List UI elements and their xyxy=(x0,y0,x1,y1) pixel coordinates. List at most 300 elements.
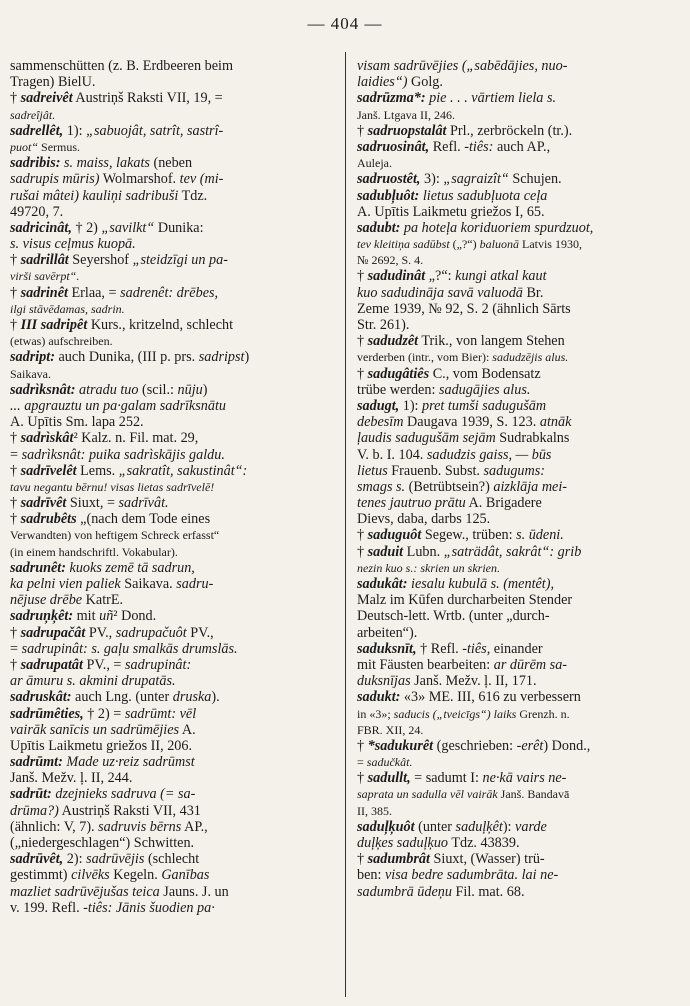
example-text: nūju xyxy=(177,381,203,398)
example-text: duļķes saduļķuo xyxy=(357,835,449,851)
text-segment: Golg. xyxy=(407,74,443,91)
example-text: lietus sadubļuota ceļa xyxy=(419,187,548,204)
text-segment: Grenzh. n. xyxy=(516,706,570,721)
text-line xyxy=(357,58,679,74)
text-segment: Fil. mat. 68. xyxy=(451,883,525,900)
text-line xyxy=(10,835,332,851)
text-segment: Saikava. xyxy=(10,366,51,381)
example-text: smags s. xyxy=(357,478,406,495)
text-segment: Wolmarshof. xyxy=(99,171,180,188)
text-line xyxy=(10,349,332,365)
text-segment: Segew., trüben: xyxy=(421,527,517,544)
text-line xyxy=(357,171,679,187)
text-segment: verderben (intr., vom Bier): xyxy=(357,350,493,365)
text-segment: Janš. Mežv. ļ. II, 244. xyxy=(10,770,133,787)
text-segment: Kegeln. xyxy=(109,867,162,884)
text-segment: † xyxy=(10,511,21,528)
headword: saduksnīt, xyxy=(357,640,417,657)
example-text: pa hoteļa koriduoriem spurdzuot, xyxy=(400,219,594,236)
example-text: -tiês: xyxy=(464,138,494,155)
headword: sadrupačât xyxy=(20,624,86,641)
text-segment: = xyxy=(10,640,22,657)
example-text: aizklāja mei- xyxy=(493,478,568,495)
text-segment: Latvis 1930, xyxy=(518,237,582,252)
headword: sadukt: xyxy=(357,689,401,706)
example-text: sadrenêt: drēbes, xyxy=(120,284,219,301)
text-line xyxy=(10,220,332,236)
example-text: visam sadrūvējies („sabēdājies, nuo- xyxy=(357,58,568,74)
text-line xyxy=(357,770,679,786)
text-segment: † xyxy=(10,624,21,641)
text-segment: Janš. Ltgava II, 246. xyxy=(357,107,455,122)
example-text: sadrīvât. xyxy=(118,495,169,512)
text-line xyxy=(10,155,332,171)
text-segment: Siuxt, = xyxy=(66,495,119,512)
headword: sadrillât xyxy=(20,252,69,269)
text-segment: Upītis Laikmetu griežos II, 206. xyxy=(10,737,193,754)
headword: sadrupatât xyxy=(20,656,83,673)
example-text: sadrupis mūris) xyxy=(10,171,100,188)
text-line xyxy=(357,754,679,770)
example-text: -tiês, xyxy=(462,640,491,657)
text-segment: Str. 261). xyxy=(357,317,410,333)
example-text: lietus xyxy=(357,462,388,479)
text-segment: † xyxy=(357,851,368,868)
text-segment: sammenschütten (z. B. Erdbeeren beim xyxy=(10,58,233,74)
example-text: sadrūvējis xyxy=(86,851,145,868)
column-divider xyxy=(345,52,346,997)
text-segment: ² Dond. xyxy=(113,608,157,625)
text-line xyxy=(357,527,679,543)
headword: sadrunêt: xyxy=(10,559,66,576)
example-text: tavu negantu bērnu! visas lietas sadrīvelē! xyxy=(10,479,215,494)
example-text: sadugums: xyxy=(483,462,545,479)
text-segment: A. Upītis Sm. lapa 252. xyxy=(10,414,144,431)
text-segment: † 2) = xyxy=(83,705,125,722)
text-segment: Sermus. xyxy=(38,139,81,154)
example-text: saprata un sadulla vēl vairāk xyxy=(357,787,498,802)
text-line xyxy=(357,285,679,301)
example-text: visa bedre sadumbrāta. lai ne- xyxy=(384,867,559,884)
text-line xyxy=(357,204,679,220)
example-text: Made uz·reiz sadrūmst xyxy=(62,754,195,771)
text-segment: auch AP., xyxy=(493,138,551,155)
example-text: druska xyxy=(172,689,212,706)
text-segment: KatrE. xyxy=(82,592,124,609)
headword: sadrūmêties, xyxy=(10,705,84,722)
text-line xyxy=(357,592,679,608)
example-text: tev kleitiņa sadūbst xyxy=(357,237,450,252)
example-text: sadrūmt: vēl xyxy=(124,705,197,722)
text-segment: ) xyxy=(202,381,208,398)
text-line xyxy=(10,560,332,576)
example-text: s. ūdeni. xyxy=(516,527,564,544)
text-segment: V. b. I. 104. xyxy=(357,446,427,463)
text-line xyxy=(357,317,679,333)
example-text: ļaudis sadugušām sejām xyxy=(357,430,496,447)
text-segment: A. Brigadere xyxy=(465,495,542,512)
text-line xyxy=(357,560,679,576)
text-line xyxy=(357,107,679,123)
text-segment: † xyxy=(357,122,368,139)
text-segment: (neben xyxy=(149,155,193,172)
headword: sadruskât: xyxy=(10,689,72,706)
text-line xyxy=(357,511,679,527)
example-text: „sagraizît“ xyxy=(443,171,509,188)
example-text: „steidzīgi un pa- xyxy=(132,252,228,269)
example-text: mazliet sadrūvējušas teica xyxy=(10,883,160,900)
text-line xyxy=(10,495,332,511)
headword: sadugt, xyxy=(357,397,400,414)
text-line xyxy=(10,673,332,689)
text-segment: † xyxy=(10,284,21,301)
text-line xyxy=(10,511,332,527)
text-line xyxy=(10,74,332,90)
text-segment: Seyershof xyxy=(68,252,133,269)
text-line xyxy=(10,738,332,754)
headword: sadubt: xyxy=(357,219,401,236)
text-line xyxy=(357,123,679,139)
text-line xyxy=(10,123,332,139)
text-segment: mit Fäusten bearbeiten: xyxy=(357,656,494,673)
text-line xyxy=(357,884,679,900)
headword: sadruņķêt: xyxy=(10,608,74,625)
headword: saduguôt xyxy=(367,527,422,544)
example-text: ne·kā vairs ne- xyxy=(482,770,567,787)
example-text: kungi atkal kaut xyxy=(455,268,547,285)
text-line xyxy=(357,252,679,268)
text-line xyxy=(10,382,332,398)
text-segment: № 2692, S. 4. xyxy=(357,253,424,268)
text-segment: Jauns. J. un xyxy=(159,883,229,900)
text-segment: Janš. Bandavā xyxy=(497,787,570,802)
text-segment: † xyxy=(10,252,21,269)
example-text: iesalu kubulā s. (mentêt), xyxy=(407,576,555,592)
example-text: ... apgrauztu un pa·galam sadrīksnātu xyxy=(10,397,226,414)
text-line xyxy=(357,447,679,463)
headword: sadrūt: xyxy=(10,786,52,803)
headword: saduit xyxy=(367,543,404,560)
example-text: saducis („tveicīgs“) laiks xyxy=(393,706,517,721)
text-line xyxy=(10,754,332,770)
text-line xyxy=(357,349,679,365)
text-line xyxy=(357,641,679,657)
text-line xyxy=(10,204,332,220)
text-segment: A. xyxy=(179,721,196,738)
text-segment: ) xyxy=(244,349,250,366)
text-line xyxy=(357,155,679,171)
headword: sadudzêt xyxy=(367,333,419,350)
text-segment: auch Lng. (unter xyxy=(71,689,173,706)
text-line xyxy=(357,74,679,90)
headword: sadrūmt: xyxy=(10,754,63,771)
text-segment: 49720, 7. xyxy=(10,203,64,220)
text-line xyxy=(357,835,679,851)
text-line xyxy=(357,220,679,236)
right-column xyxy=(357,58,679,900)
text-segment: Dunika: xyxy=(154,219,204,236)
example-text: laidies“) xyxy=(357,74,408,91)
text-line xyxy=(10,770,332,786)
text-line xyxy=(10,706,332,722)
text-line xyxy=(357,139,679,155)
text-line xyxy=(357,268,679,284)
text-line xyxy=(10,252,332,268)
example-text: vairāk sanīcis un sadrūmējies xyxy=(10,721,180,738)
example-text: duksnījas xyxy=(357,673,411,690)
text-segment: FBR. XII, 24. xyxy=(357,722,424,737)
text-segment: † xyxy=(10,90,21,107)
text-line xyxy=(357,544,679,560)
text-segment: in «3»; xyxy=(357,706,394,721)
headword: sadruopstalât xyxy=(367,122,447,139)
text-segment: Daugava 1939, S. 123. xyxy=(403,414,540,431)
text-segment: (etwas) aufschreiben. xyxy=(10,334,113,349)
text-segment: Erlaa, = xyxy=(67,284,121,301)
text-line xyxy=(357,333,679,349)
example-text: kuoks zemē tā sadrun, xyxy=(65,559,195,576)
headword: III sadripêt xyxy=(20,317,88,333)
text-segment: Tdz. 43839. xyxy=(448,835,520,851)
text-line xyxy=(10,641,332,657)
example-text: cilvēks xyxy=(71,867,110,884)
example-text: sadrìksnât: puika sadrìskājis galdu. xyxy=(21,446,225,463)
text-line xyxy=(10,544,332,560)
text-segment: Auleja. xyxy=(357,156,392,171)
text-line xyxy=(10,689,332,705)
text-segment: C., vom Bodensatz xyxy=(429,365,541,382)
text-line xyxy=(10,285,332,301)
text-line xyxy=(357,495,679,511)
text-segment: („?“) xyxy=(449,237,480,252)
text-segment: † xyxy=(10,495,21,512)
text-line xyxy=(10,398,332,414)
text-line xyxy=(10,447,332,463)
text-segment: † xyxy=(10,462,21,479)
example-text: pie . . . vārtiem liela s. xyxy=(425,90,557,107)
text-segment: Austriņš Raksti VII, 431 xyxy=(58,802,201,819)
example-text: baluonā xyxy=(479,237,519,252)
example-text: sadruvis bērns xyxy=(98,818,182,835)
text-line xyxy=(10,317,332,333)
headword: sadrinêt xyxy=(20,284,68,301)
example-text: Ganības xyxy=(161,867,210,884)
text-line xyxy=(357,479,679,495)
headword: sadrūzma*: xyxy=(357,90,426,107)
text-segment: Deutsch-lett. Wrtb. (unter „durch- xyxy=(357,608,550,625)
left-column xyxy=(10,58,332,916)
text-segment: ² Kalz. n. Fil. mat. 29, xyxy=(73,430,199,447)
text-line xyxy=(357,188,679,204)
text-segment: † xyxy=(357,365,368,382)
text-line xyxy=(10,786,332,802)
text-segment: AP., xyxy=(181,818,208,835)
text-segment: Verwandten) von heftigem Schreck erfasst“ xyxy=(10,528,220,543)
example-text: ka pelni vien paliek xyxy=(10,576,121,592)
example-text: drūma?) xyxy=(10,802,59,819)
example-text: sadru- xyxy=(176,576,214,592)
example-text: kuo sadudināja savā valuodā xyxy=(357,284,523,301)
text-line xyxy=(10,171,332,187)
text-line xyxy=(357,608,679,624)
text-segment: Zeme 1939, № 92, S. 2 (ähnlich Sārts xyxy=(357,300,571,317)
text-segment: PV., = xyxy=(82,656,125,673)
text-line xyxy=(10,851,332,867)
text-segment: arbeiten“). xyxy=(357,624,418,641)
example-text: rušai mâtei) kauliņi sadribuši xyxy=(10,187,179,204)
text-segment: A. Upītis Laikmetu griežos I, 65. xyxy=(357,203,545,220)
text-line xyxy=(10,527,332,543)
example-text: sadudzis gaiss, — būs xyxy=(426,446,552,463)
text-line xyxy=(357,689,679,705)
text-segment: 1): xyxy=(63,122,87,139)
text-line xyxy=(357,786,679,802)
text-segment: = xyxy=(357,755,367,770)
text-segment: Lems. xyxy=(76,462,119,479)
text-line xyxy=(10,90,332,106)
example-text: sadrupačuôt xyxy=(115,624,187,641)
headword: *sadukurêt xyxy=(367,737,434,754)
text-line xyxy=(357,819,679,835)
text-segment: Dievs, daba, darbs 125. xyxy=(357,511,491,528)
text-line xyxy=(10,722,332,738)
text-line xyxy=(10,236,332,252)
text-line xyxy=(357,366,679,382)
text-segment: „(nach dem Tode eines xyxy=(76,511,211,528)
headword: sadrūvêt, xyxy=(10,851,64,868)
text-segment: II, 385. xyxy=(357,803,392,818)
text-segment: (geschrieben: xyxy=(433,737,517,754)
text-segment: Trik., von langem Stehen xyxy=(418,333,565,350)
text-line xyxy=(10,301,332,317)
text-segment: 1): xyxy=(399,397,423,414)
text-line xyxy=(357,657,679,673)
text-segment: † xyxy=(10,430,21,447)
text-segment: Siuxt, (Wasser) trü- xyxy=(429,851,545,868)
headword: sadrīvêt xyxy=(20,495,67,512)
text-line xyxy=(10,268,332,284)
text-line xyxy=(10,333,332,349)
example-text: ar āmuru s. akmini drupatās. xyxy=(10,673,176,690)
headword: sadudinât xyxy=(367,268,426,285)
text-segment: ). xyxy=(211,689,220,706)
example-text: nējuse drēbe xyxy=(10,592,83,609)
text-line xyxy=(10,592,332,608)
text-line xyxy=(10,479,332,495)
text-segment: gestimmt) xyxy=(10,867,72,884)
text-segment: † xyxy=(10,656,21,673)
example-text: s. maiss, lakats xyxy=(60,155,150,172)
text-line xyxy=(10,414,332,430)
text-segment: (in einem handschriftl. Vokabular). xyxy=(10,544,178,559)
headword: sadruosinât, xyxy=(357,138,430,155)
example-text: s. visus ceļmus kuopā. xyxy=(10,236,136,253)
text-segment: Schujen. xyxy=(508,171,562,188)
text-segment: (Betrübtsein?) xyxy=(405,478,494,495)
text-segment: † Refl. xyxy=(416,640,463,657)
headword: sadugâtiês xyxy=(367,365,430,382)
text-line xyxy=(10,58,332,74)
headword: sadrìskât xyxy=(20,430,74,447)
example-text: dzejnieks sadruva (= sa- xyxy=(51,786,196,803)
text-line xyxy=(10,366,332,382)
text-segment: Malz im Kūfen durcharbeiten Stender xyxy=(357,592,573,609)
text-segment: v. 199. Refl. xyxy=(10,899,84,916)
example-text: -tiês: Jānis šuodien pa· xyxy=(83,899,215,916)
example-text: nezin kuo s.: skrien un skrien. xyxy=(357,560,500,575)
text-line xyxy=(357,706,679,722)
text-segment: Austriņš Raksti VII, 19, = xyxy=(72,90,223,107)
text-segment: † xyxy=(357,770,368,787)
text-segment: ): xyxy=(502,818,516,835)
text-line xyxy=(357,738,679,754)
text-line xyxy=(10,463,332,479)
text-segment: „?“: xyxy=(425,268,456,285)
text-segment: PV., xyxy=(186,624,214,641)
text-segment: Lubn. xyxy=(403,543,444,560)
headword: sadribis: xyxy=(10,155,61,172)
text-segment: † xyxy=(357,333,368,350)
text-line xyxy=(10,819,332,835)
text-line xyxy=(10,867,332,883)
text-segment: Tragen) BielU. xyxy=(10,74,96,91)
text-line xyxy=(10,107,332,123)
text-line xyxy=(10,884,332,900)
text-line xyxy=(10,900,332,916)
text-line xyxy=(357,382,679,398)
example-text: ilgi stāvēdamas, sadrin. xyxy=(10,301,125,316)
headword: sadullt, xyxy=(367,770,411,787)
text-line xyxy=(10,657,332,673)
text-line xyxy=(357,867,679,883)
text-segment: † xyxy=(357,543,368,560)
example-text: varde xyxy=(515,818,547,835)
text-segment: Saikava. xyxy=(120,576,177,592)
text-segment: („niedergeschlagen“) Schwitten. xyxy=(10,835,195,851)
headword: sadrìksnât: xyxy=(10,381,76,398)
example-text: debesīm xyxy=(357,414,404,431)
text-segment: (unter xyxy=(414,818,456,835)
example-text: sadučkât. xyxy=(366,755,413,770)
example-text: „sakratît, sakustinât“: xyxy=(118,462,248,479)
text-line xyxy=(357,625,679,641)
text-line xyxy=(10,803,332,819)
text-segment: trübe werden: xyxy=(357,381,439,398)
text-segment: † xyxy=(357,268,368,285)
example-text: saduļķêt xyxy=(455,818,503,835)
text-segment: ) Dond., xyxy=(543,737,591,754)
page-number: — 404 — xyxy=(307,14,383,33)
text-segment: Kurs., kritzelnd, schlecht xyxy=(87,317,234,333)
text-segment: ben: xyxy=(357,867,385,884)
text-line xyxy=(357,414,679,430)
example-text: „savilkt“ xyxy=(101,219,155,236)
text-segment: (schlecht xyxy=(144,851,200,868)
text-line xyxy=(10,576,332,592)
headword: sadript: xyxy=(10,349,55,366)
example-text: uñ xyxy=(99,608,114,625)
text-line xyxy=(10,188,332,204)
example-text: tenes jautruo prātu xyxy=(357,495,466,512)
text-line xyxy=(357,430,679,446)
example-text: pret tumši sadugušām xyxy=(422,397,547,414)
text-segment: «3» ME. III, 616 zu verbessern xyxy=(400,689,581,706)
example-text: sadripst xyxy=(198,349,245,366)
text-segment: 2): xyxy=(63,851,87,868)
text-segment: Tdz. xyxy=(178,187,208,204)
example-text: „saträdât, sakrât“: grib xyxy=(443,543,582,560)
text-line xyxy=(357,722,679,738)
